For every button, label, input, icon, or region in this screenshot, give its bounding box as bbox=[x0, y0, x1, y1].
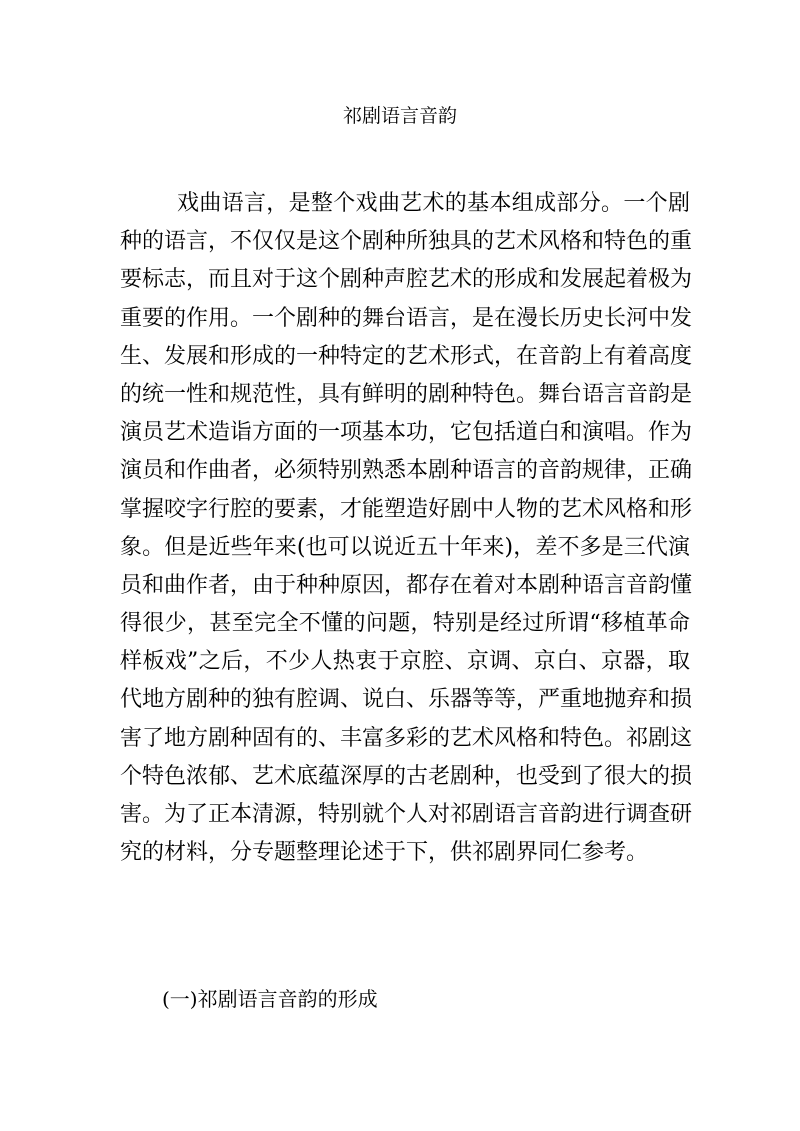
paragraph-line: 得很少，甚至完全不懂的问题，特别是经过所谓“移植革命 bbox=[120, 611, 690, 637]
paragraph-line: 的统一性和规范性，具有鲜明的剧种特色。舞台语言音韵是 bbox=[120, 381, 693, 407]
paragraph-line: 重要的作用。一个剧种的舞台语言，是在漫长历史长河中发 bbox=[120, 305, 693, 331]
paragraph-line: 害了地方剧种固有的、丰富多彩的艺术风格和特色。祁剧这 bbox=[120, 725, 693, 751]
paragraph-line: 代地方剧种的独有腔调、说白、乐器等等，严重地抛弃和损 bbox=[120, 687, 693, 713]
paragraph-line: 演员艺术造诣方面的一项基本功，它包括道白和演唱。作为 bbox=[120, 420, 693, 446]
paragraph-line: 象。但是近些年来(也可以说近五十年来)，差不多是三代演 bbox=[120, 534, 690, 560]
paragraph-line: 戏曲语言，是整个戏曲艺术的基本组成部分。一个剧 bbox=[177, 191, 690, 216]
paragraph-line: 演员和作曲者，必须特别熟悉本剧种语言的音韵规律，正确 bbox=[120, 458, 693, 484]
paragraph-line: 究的材料，分专题整理论述于下，供祁剧界同仁参考。 bbox=[120, 840, 649, 866]
body-paragraph bbox=[120, 185, 693, 872]
paragraph-line: 种的语言，不仅仅是这个剧种所独具的艺术风格和特色的重 bbox=[120, 229, 693, 255]
paragraph-line: 害。为了正本清源，特别就个人对祁剧语言音韵进行调查研 bbox=[120, 802, 693, 827]
paragraph-line: 个特色浓郁、艺术底蕴深厚的古老剧种，也受到了很大的损 bbox=[120, 763, 693, 789]
paragraph-line: 样板戏”之后，不少人热衷于京腔、京调、京白、京器，取 bbox=[120, 649, 690, 675]
paragraph-line: 掌握咬字行腔的要素，才能塑造好剧中人物的艺术风格和形 bbox=[120, 496, 693, 522]
section-heading: (一)祁剧语言音韵的形成 bbox=[162, 987, 378, 1011]
document-title: 祁剧语言音韵 bbox=[342, 105, 457, 127]
paragraph-line: 员和曲作者，由于种种原因，都存在着对本剧种语言音韵懂 bbox=[120, 572, 693, 598]
paragraph-line: 要标志，而且对于这个剧种声腔艺术的形成和发展起着极为 bbox=[120, 267, 693, 293]
paragraph-line: 生、发展和形成的一种特定的艺术形式，在音韵上有着高度 bbox=[120, 343, 693, 369]
